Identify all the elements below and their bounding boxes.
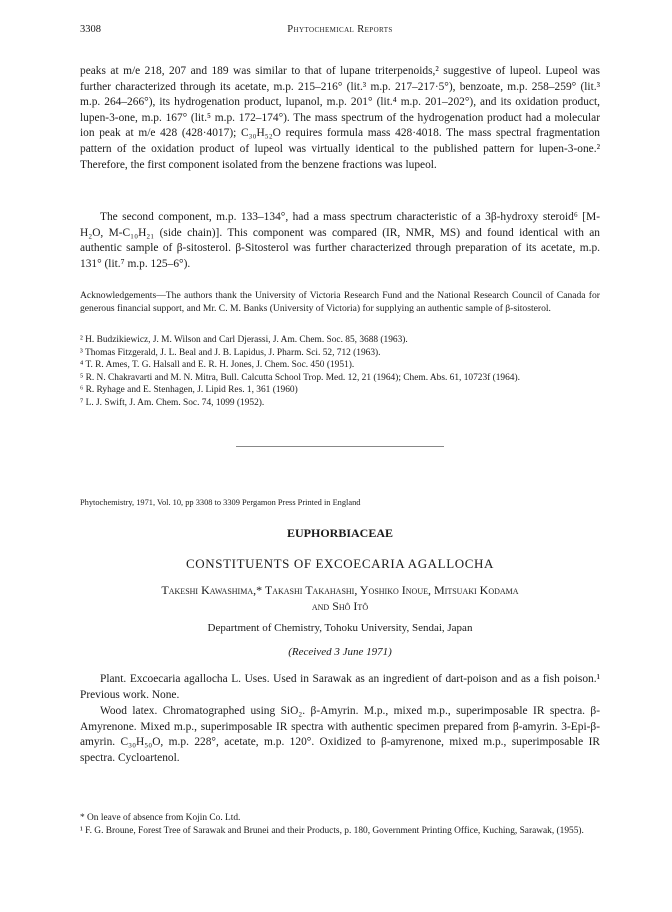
family-heading: EUPHORBIACEAE (286, 526, 393, 540)
journal-name: Phytochemical Reports (287, 24, 393, 35)
wood-latex-paragraph (80, 704, 600, 766)
section-divider (236, 446, 444, 447)
body-paragraph: Plant. Excoecaria agallocha L. Uses. Used in Sarawak as an ingredient of dart-poison and as a fish poison.¹ Previous work. None. (80, 673, 600, 701)
reference-item: ⁷ L. J. Swift, J. Am. Chem. Soc. 74, 1099 (1952). (80, 397, 265, 408)
body-paragraph: Wood latex. Chromatographed using SiO₂. β-Amyrin. M.p., mixed m.p., superimposable IR spectra. β-Amyrenone. Mixed m.p., superimposable IR spectra with authentic specimen prepared from β-amyrin. 3-Epi-β-amyrin. C₃₀H₅₀O, m.p. 228°, acetate, m.p. 120°. Oxidized to β-amyrenone, mixed m.p., superimposable IR spectra. Cycloartenol. (80, 705, 600, 764)
body-paragraph: peaks at m/e 218, 207 and 189 was similar to that of lupane triterpenoids,² suggestive of lupeol. Lupeol was further characterized through its acetate, m.p. 215–216° (lit.³ m.p. 217–217·5°), benzoate, m.p. 258–259° (lit.³ m.p. 264–266°), its hydrogenation product, lupanol, m.p. 201° (lit.⁴ m.p. 201–202°), and its oxidation product, lupen-3-one, m.p. 167° (lit.⁵ m.p. 172–174°). The mass spectrum of the hydrogenation product had a molecular ion peak at m/e 428 (428·4017); C₃₀H₅₂O requires formula mass 428·4018. The mass spectral fragmentation pattern of the oxidation product of lupeol was virtually identical to the published pattern for lupen-3-one.² Therefore, the first component isolated from the benzene fractions was lupeol. (80, 65, 600, 171)
reference-item: ⁵ R. N. Chakravarti and M. N. Mitra, Bull. Calcutta School Trop. Med. 12, 21 (1964); Chem. Abs. 61, 10723f (1964). (80, 372, 520, 383)
footnote-list (80, 812, 600, 837)
plant-paragraph (80, 672, 600, 703)
sitosterol-paragraph (80, 210, 600, 272)
body-paragraph: The second component, m.p. 133–134°, had a mass spectrum characteristic of a 3β-hydroxy steroid⁶ [M-H₂O, M-C₁₀H₂₁ (side chain)]. This component was compared (IR, NMR, MS) and found identical with an authentic sample of β-sitosterol. β-Sitosterol was further characterized through preparation of its acetate, m.p. 131° (lit.⁷ m.p. 125–6°). (80, 211, 600, 270)
reference-item: ⁶ R. Ryhage and E. Stenhagen, J. Lipid Res. 1, 361 (1960) (80, 385, 298, 396)
reference-item: ⁴ T. R. Ames, T. G. Halsall and E. R. H. Jones, J. Chem. Soc. 450 (1951). (80, 360, 355, 371)
page-number: 3308 (80, 24, 101, 35)
authors-line: and Shô Itô (311, 599, 369, 613)
lupeol-paragraph (80, 64, 600, 173)
received-date: (Received 3 June 1971) (288, 646, 392, 658)
acknowledgements (80, 290, 600, 316)
running-header (80, 24, 600, 38)
footnote-item: * On leave of absence from Kojin Co. Ltd. (80, 813, 241, 823)
author-list (80, 582, 600, 614)
affiliation: Department of Chemistry, Tohoku University, Sendai, Japan (207, 622, 473, 634)
bibliographic-line: Phytochemistry, 1971, Vol. 10, pp 3308 to 3309 Pergamon Press Printed in England (80, 498, 361, 507)
article-title: CONSTITUENTS OF EXCOECARIA AGALLOCHA (186, 556, 494, 571)
authors-line: Takeshi Kawashima,* Takashi Takahashi, Yoshiko Inoue, Mitsuaki Kodama (161, 583, 519, 597)
reference-item: ³ Thomas Fitzgerald, J. L. Beal and J. B. Lapidus, J. Pharm. Sci. 52, 712 (1963). (80, 347, 381, 358)
footnote-item: ¹ F. G. Broune, Forest Tree of Sarawak and Brunei and their Products, p. 180, Government Printing Office, Kuching, Sarawak, (1955). (80, 825, 584, 836)
reference-list (80, 334, 600, 410)
reference-item: ² H. Budzikiewicz, J. M. Wilson and Carl Djerassi, J. Am. Chem. Soc. 85, 3688 (1963). (80, 335, 408, 345)
acknowledgements-text: Acknowledgements—The authors thank the University of Victoria Research Fund and the National Research Council of Canada for generous financial support, and Mr. C. M. Banks (University of Victoria) for supplying an authentic sample of β-sitosterol. (80, 290, 600, 314)
